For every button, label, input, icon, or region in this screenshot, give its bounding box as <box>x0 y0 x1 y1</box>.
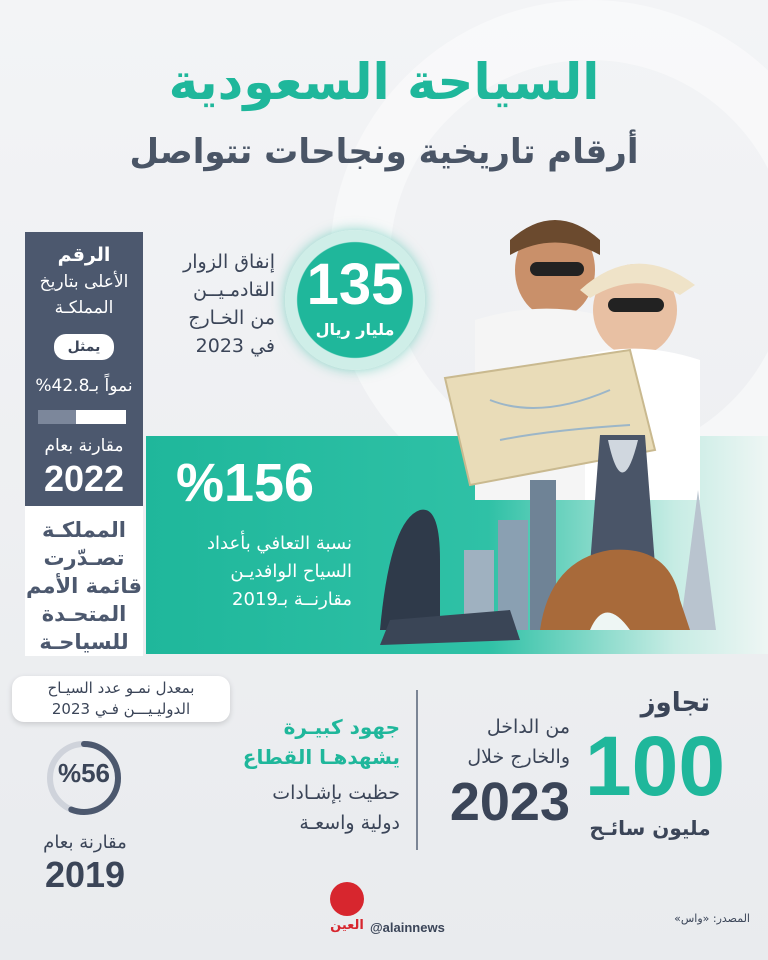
alain-logo-text: العين <box>330 918 364 933</box>
efforts-desc <box>230 778 400 838</box>
growth-text: نمواً بـ42.8% <box>35 376 133 396</box>
record-line2: الأعلى بتاريخ <box>39 272 129 292</box>
un-line1: المملكـة <box>42 518 126 542</box>
spending-line2: القادمـيــن <box>192 279 275 301</box>
recovery-desc <box>150 530 352 614</box>
efforts-line4: دولية واسعـة <box>299 812 400 834</box>
efforts-line2: يشهدهـا القطاع <box>242 745 400 769</box>
tourists-skyline-illustration <box>380 200 768 660</box>
spending-unit: مليار ريال <box>315 320 395 339</box>
recovery-line1: نسبة التعافي بأعداد <box>207 533 352 554</box>
un-line4: المتحـدة <box>41 602 127 626</box>
recovery-line2: السياح الوافديـن <box>230 561 352 582</box>
tourists-from-line2: والخارج خلال <box>467 746 570 768</box>
percent56-compare: مقارنة بعام <box>43 832 127 853</box>
record-line1: الرقم <box>57 244 111 266</box>
efforts-line1: جهود كبيـرة <box>283 715 400 739</box>
source-text: المصدر: «واس» <box>674 912 750 925</box>
un-line5: للسياحـة <box>39 630 129 654</box>
efforts-line3: حظيت بإشـادات <box>272 782 400 804</box>
percent56-value: %56 <box>57 758 111 788</box>
un-line3: قائمة الأمم <box>26 574 142 598</box>
recovery-line3: مقارنــة بـ2019 <box>232 589 352 610</box>
record-line3: المملكـة <box>54 298 114 318</box>
growth-bar-fill <box>76 410 126 424</box>
recovery-value: %156 <box>175 453 315 513</box>
spending-value: 135 <box>306 252 404 317</box>
tourists-over: تجاوز <box>640 688 710 718</box>
tourists-from-line1: من الداخل <box>486 716 570 738</box>
spending-line4: في 2023 <box>195 335 275 357</box>
efforts-heading <box>230 712 400 772</box>
represents-pill: يمثل <box>54 334 114 360</box>
social-handle: @alainnews <box>370 920 445 935</box>
page-subtitle: أرقام تاريخية ونجاحات تتواصل <box>129 132 639 172</box>
alain-logo-icon <box>330 882 364 916</box>
record-year: 2022 <box>43 458 125 499</box>
spending-line1: إنفاق الزوار <box>183 251 275 273</box>
tourists-unit: مليون سائـح <box>589 816 711 840</box>
tourists-from <box>430 712 570 772</box>
percent56-year: 2019 <box>44 854 126 895</box>
page-title: السياحة السعودية <box>168 53 600 111</box>
growth-rate-line1: بمعدل نمـو عدد السيـاح <box>47 679 195 697</box>
growth-rate-line2: الدوليـيـــن فـي 2023 <box>51 700 191 718</box>
spending-line3: من الخـارج <box>188 307 275 329</box>
tourists-value: 100 <box>584 719 726 813</box>
column-divider <box>416 690 418 850</box>
tourists-year: 2023 <box>449 772 570 832</box>
spending-desc <box>150 248 275 360</box>
un-line2: تصـدّرت <box>43 546 125 570</box>
record-compare: مقارنة بعام <box>44 436 124 456</box>
